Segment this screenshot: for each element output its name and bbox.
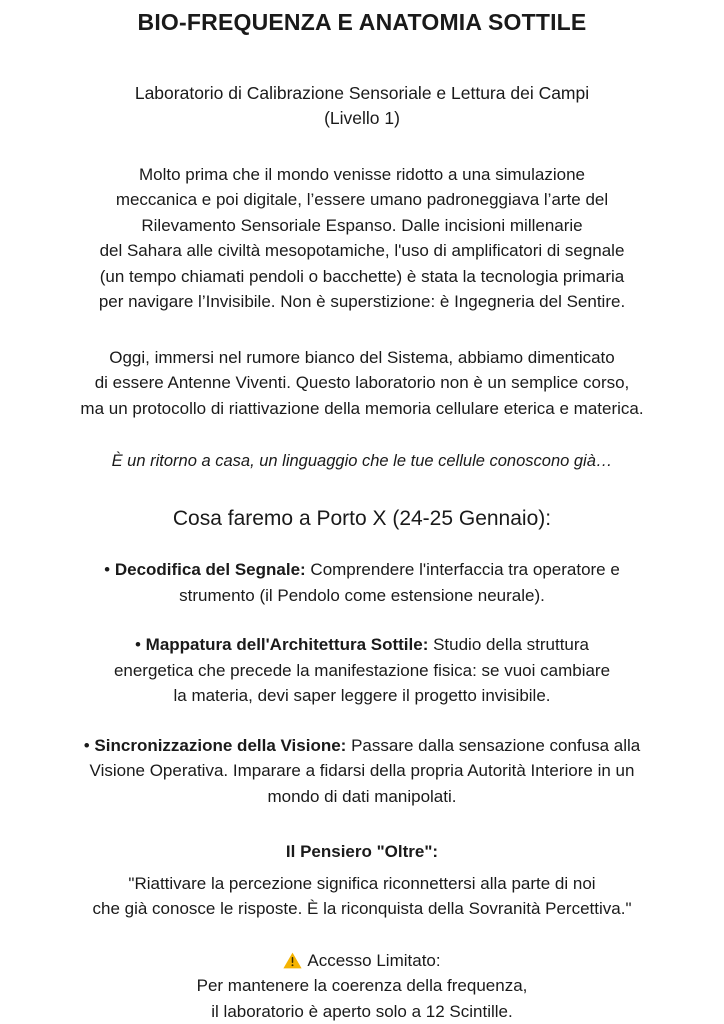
- bullet-text: Visione Operativa. Imparare a fidarsi della propria Autorità Interiore in un: [89, 761, 635, 781]
- bullet-first-line: [18, 733, 706, 759]
- access-notice: [18, 948, 706, 1024]
- list-item: [18, 733, 706, 810]
- access-heading: Accesso Limitato:: [307, 950, 441, 970]
- intro-paragraph-2: [18, 345, 706, 422]
- paragraph-line: ma un protocollo di riattivazione della memoria cellulare eterica e materica.: [80, 398, 644, 418]
- intro-paragraph-1: [18, 162, 706, 315]
- paragraph-line: del Sahara alle civiltà mesopotamiche, l'uso di amplificatori di segnale: [99, 241, 625, 260]
- bullet-marker: •: [104, 560, 115, 580]
- quote-line: che già conosce le risposte. È la riconquista della Sovranità Percettiva.": [92, 899, 632, 919]
- warning-triangle-icon: [283, 952, 302, 969]
- paragraph-line: per navigare l’Invisibile. Non è superstizione: è Ingegneria del Sentire.: [98, 292, 626, 311]
- section-heading: Cosa faremo a Porto X (24-25 Gennaio):: [172, 506, 552, 530]
- quote-body: [18, 871, 706, 922]
- paragraph-line: Oggi, immersi nel rumore bianco del Sistema, abbiamo dimenticato: [109, 347, 615, 367]
- access-line: Per mantenere la coerenza della frequenza,: [196, 976, 528, 996]
- list-item: [18, 632, 706, 709]
- paragraph-line: Molto prima che il mondo venisse ridotto a una simulazione: [138, 164, 585, 184]
- quote-line: "Riattivare la percezione significa riconnettersi alla parte di noi: [128, 873, 596, 893]
- subtitle-line-1: Laboratorio di Calibrazione Sensoriale e Lettura dei Campi: [134, 82, 590, 103]
- paragraph-line: Rilevamento Sensoriale Espanso. Dalle incisioni millenarie: [141, 215, 583, 235]
- bullet-label: Decodifica del Segnale:: [114, 560, 306, 580]
- bullet-text: mondo di dati manipolati.: [267, 786, 457, 806]
- bullet-marker: •: [134, 635, 146, 655]
- bullet-text: strumento (il Pendolo come estensione neurale).: [179, 585, 545, 605]
- subtitle-line-2: (Livello 1): [324, 108, 400, 129]
- list-item: [18, 557, 706, 608]
- bullet-text: energetica che precede la manifestazione fisica: se vuoi cambiare: [113, 660, 611, 680]
- bullet-text: Passare dalla sensazione confusa alla: [346, 735, 641, 755]
- bullet-first-line: [18, 632, 706, 658]
- bullet-label: Mappatura dell'Architettura Sottile:: [145, 635, 429, 655]
- access-heading-line: [18, 948, 706, 974]
- quote-heading: Il Pensiero "Oltre":: [285, 842, 439, 862]
- paragraph-line: (un tempo chiamati pendoli o bacchette) è stata la tecnologia primaria: [99, 266, 625, 286]
- italic-tagline: È un ritorno a casa, un linguaggio che le tue cellule conoscono già…: [111, 452, 613, 470]
- page-title: BIO-FREQUENZA E ANATOMIA SOTTILE: [137, 9, 587, 35]
- page-subtitle: [18, 81, 706, 132]
- paragraph-line: di essere Antenne Viventi. Questo laboratorio non è un semplice corso,: [94, 373, 630, 392]
- access-line: il laboratorio è aperto solo a 12 Scintille.: [211, 1001, 513, 1021]
- bullet-label: Sincronizzazione della Visione:: [94, 735, 347, 755]
- bullet-text: Comprendere l'interfaccia tra operatore e: [305, 560, 620, 580]
- bullet-text: la materia, devi saper leggere il progetto invisibile.: [173, 686, 551, 706]
- bullet-marker: •: [83, 735, 95, 755]
- paragraph-line: meccanica e poi digitale, l’essere umano padroneggiava l’arte del: [115, 190, 609, 209]
- bullet-first-line: [18, 557, 706, 583]
- bullet-text: Studio della struttura: [428, 635, 590, 655]
